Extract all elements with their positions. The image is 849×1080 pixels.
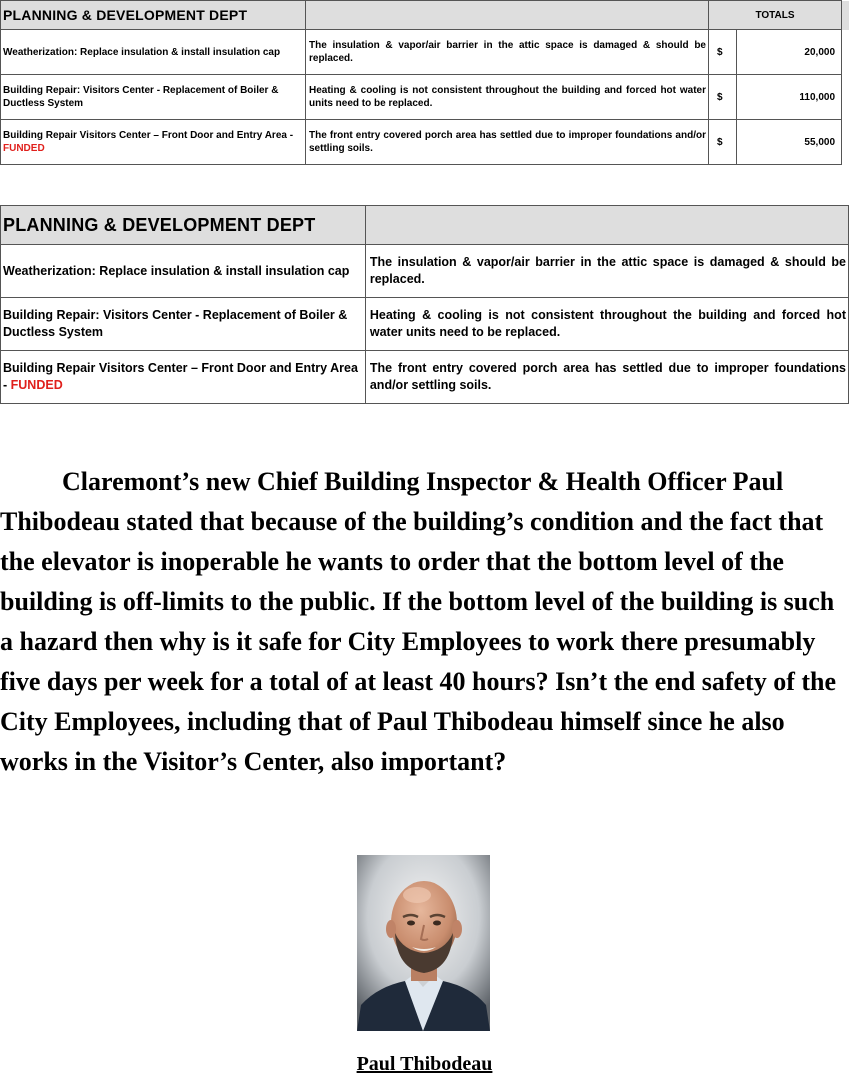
totals-header: TOTALS [709, 1, 842, 30]
item-cell [1, 298, 366, 351]
table-header-row [1, 206, 849, 245]
portrait-illustration [357, 855, 490, 1031]
description-cell: The insulation & vapor/air barrier in the attic space is damaged & should be replaced. [365, 245, 848, 298]
row-edge-cell [842, 75, 849, 120]
description-cell: The insulation & vapor/air barrier in the attic space is damaged & should be replaced. [306, 30, 709, 75]
item-cell [1, 30, 306, 75]
article-paragraph: Claremont’s new Chief Building Inspector & Health Officer Paul Thibodeau stated that because of the building’s condition and the fact that the elevator is inoperable he wants to order that the bottom level of the building is off-limits to the public. If the bottom level of the building is such a hazard then why is it safe for City Employees to work there presumably five days per week for a total of at least 40 hours? Isn’t the end safety of the City Employees, including that of Paul Thibodeau himself since he also works in the Visitor’s Center, also important? [0, 467, 837, 776]
table-row [1, 298, 849, 351]
description-cell: Heating & cooling is not consistent throughout the building and forced hot water units need to be replaced. [365, 298, 848, 351]
currency-cell: $ [709, 30, 737, 75]
funded-tag: FUNDED [3, 143, 45, 154]
currency-cell: $ [709, 75, 737, 120]
item-text: Weatherization: Replace insulation & install insulation cap [3, 263, 350, 278]
amount-cell: 110,000 [737, 75, 842, 120]
table-header-row [1, 1, 849, 30]
amount-cell: 20,000 [737, 30, 842, 75]
header-blank-cell [306, 1, 709, 30]
currency-cell: $ [709, 120, 737, 165]
header-blank-cell [365, 206, 848, 245]
table-row [1, 75, 849, 120]
item-text: Building Repair Visitors Center – Front Door and Entry Area - [3, 130, 294, 141]
row-edge-cell [842, 120, 849, 165]
item-text: Building Repair Visitors Center – Front Door and Entry Area - [3, 361, 358, 392]
budget-table-zoomed [0, 205, 849, 404]
amount-cell: 55,000 [737, 120, 842, 165]
budget-table-with-totals [0, 0, 849, 165]
item-cell [1, 245, 366, 298]
dept-header: PLANNING & DEVELOPMENT DEPT [1, 206, 366, 245]
table-row [1, 30, 849, 75]
table-row [1, 120, 849, 165]
description-cell: The front entry covered porch area has settled due to improper foundations and/or settling soils. [306, 120, 709, 165]
item-cell [1, 351, 366, 404]
photo-caption: Paul Thibodeau [356, 1053, 493, 1075]
item-text: Building Repair: Visitors Center - Replacement of Boiler & Ductless System [3, 85, 279, 109]
item-cell [1, 120, 306, 165]
header-edge-cell [842, 1, 849, 30]
description-cell: The front entry covered porch area has settled due to improper foundations and/or settling soils. [365, 351, 848, 404]
dept-header: PLANNING & DEVELOPMENT DEPT [1, 1, 306, 30]
description-cell: Heating & cooling is not consistent throughout the building and forced hot water units need to be replaced. [306, 75, 709, 120]
item-text: Building Repair: Visitors Center - Replacement of Boiler & Ductless System [3, 308, 348, 339]
item-cell [1, 75, 306, 120]
funded-tag: FUNDED [10, 378, 63, 392]
table-row [1, 351, 849, 404]
portrait-photo [357, 855, 490, 1031]
item-text: Weatherization: Replace insulation & install insulation cap [3, 46, 281, 58]
table-row [1, 245, 849, 298]
row-edge-cell [842, 30, 849, 75]
